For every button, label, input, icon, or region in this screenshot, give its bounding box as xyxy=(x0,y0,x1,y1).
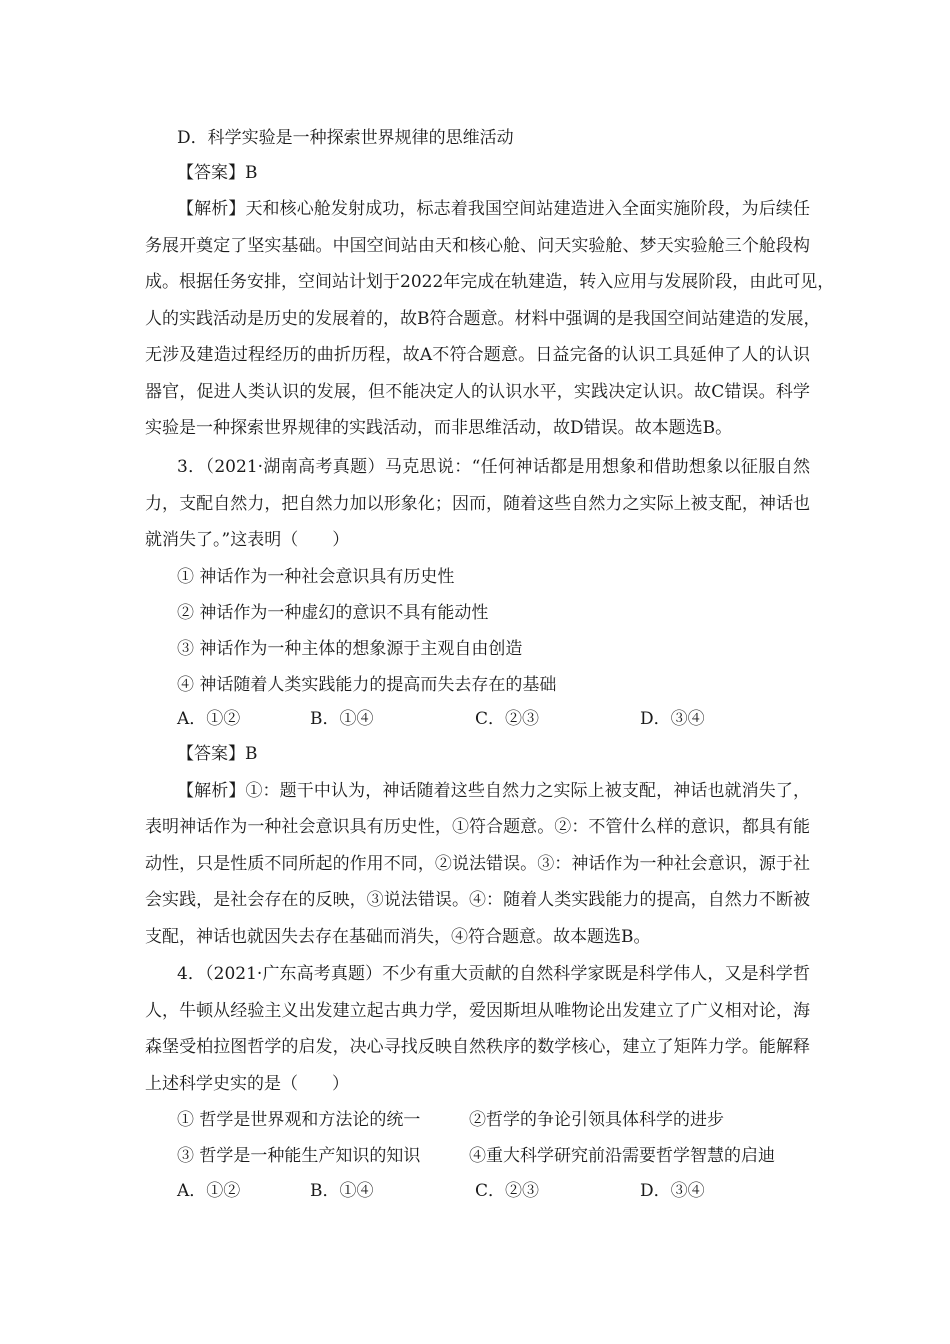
q3-analysis-line: 表明神话作为一种社会意识具有历史性，①符合题意。②：不管什么样的意识，都具有能 xyxy=(145,817,810,837)
q3-option-b: B．①④ xyxy=(310,709,374,729)
q3-option-c: C．②③ xyxy=(475,709,540,729)
q3-option-d: D．③④ xyxy=(640,709,705,729)
q4-option-c: C．②③ xyxy=(475,1181,540,1201)
q2-analysis-line: 器官，促进人类认识的发展，但不能决定人的认识水平，实践决定认识。故C错误。科学 xyxy=(145,382,810,402)
q2-analysis-line: 务展开奠定了坚实基础。中国空间站由天和核心舱、问天实验舱、梦天实验舱三个舱段构 xyxy=(145,236,810,256)
q4-option-d: D．③④ xyxy=(640,1181,705,1201)
q3-answer: 【答案】B xyxy=(177,744,258,764)
q3-analysis-line: 动性，只是性质不同所起的作用不同，②说法错误。③：神话作为一种社会意识，源于社 xyxy=(145,854,810,874)
q3-stem-line: 3．（2021·湖南高考真题）马克思说：“任何神话都是用想象和借助想象以征服自然 xyxy=(177,457,810,477)
q3-analysis-line: 会实践，是社会存在的反映，③说法错误。④：随着人类实践能力的提高，自然力不断被 xyxy=(145,890,810,910)
q4-stem-line: 森堡受柏拉图哲学的启发，决心寻找反映自然秩序的数学核心，建立了矩阵力学。能解释 xyxy=(145,1037,810,1057)
q3-statement: ① 神话作为一种社会意识具有历史性 xyxy=(177,567,455,587)
q4-stem-line: 4．（2021·广东高考真题）不少有重大贡献的自然科学家既是科学伟人，又是科学哲 xyxy=(177,964,810,984)
q4-option-a: A．①② xyxy=(177,1181,241,1201)
q4-statement: ④重大科学研究前沿需要哲学智慧的启迪 xyxy=(469,1146,775,1166)
q3-statement: ④ 神话随着人类实践能力的提高而失去存在的基础 xyxy=(177,675,557,695)
q3-analysis-line: 支配，神话也就因失去存在基础而消失，④符合题意。故本题选B。 xyxy=(145,927,651,947)
q2-option-d: D．科学实验是一种探索世界规律的思维活动 xyxy=(177,128,514,148)
q2-answer: 【答案】B xyxy=(177,163,258,183)
q3-stem-line: 就消失了。”这表明（ ） xyxy=(145,530,350,550)
q3-analysis-line: 【解析】①：题干中认为，神话随着这些自然力之实际上被支配，神话也就消失了， xyxy=(177,781,810,801)
q2-analysis-line: 实验是一种探索世界规律的实践活动，而非思维活动，故D错误。故本题选B。 xyxy=(145,418,733,438)
q4-statement: ②哲学的争论引领具体科学的进步 xyxy=(469,1110,724,1130)
q4-option-b: B．①④ xyxy=(310,1181,374,1201)
q4-stem-line: 上述科学史实的是（ ） xyxy=(145,1074,349,1094)
q4-statement: ① 哲学是世界观和方法论的统一 xyxy=(177,1110,421,1130)
q3-stem-line: 力，支配自然力，把自然力加以形象化；因而，随着这些自然力之实际上被支配，神话也 xyxy=(145,494,810,514)
q4-stem-line: 人，牛顿从经验主义出发建立起古典力学，爱因斯坦从唯物论出发建立了广义相对论，海 xyxy=(145,1001,810,1021)
q3-statement: ③ 神话作为一种主体的想象源于主观自由创造 xyxy=(177,639,523,659)
q2-analysis-line: 无涉及建造过程经历的曲折历程，故A不符合题意。日益完备的认识工具延伸了人的认识 xyxy=(145,345,810,365)
q2-analysis-line: 人的实践活动是历史的发展着的，故B符合题意。材料中强调的是我国空间站建造的发展， xyxy=(145,309,821,329)
q4-statement: ③ 哲学是一种能生产知识的知识 xyxy=(177,1146,421,1166)
q3-statement: ② 神话作为一种虚幻的意识不具有能动性 xyxy=(177,603,489,623)
q3-option-a: A．①② xyxy=(177,709,241,729)
q2-analysis-line: 【解析】天和核心舱发射成功，标志着我国空间站建造进入全面实施阶段，为后续任 xyxy=(177,199,810,219)
q2-analysis-line: 成。根据任务安排，空间站计划于2022年完成在轨建造，转入应用与发展阶段，由此可见， xyxy=(145,272,835,292)
